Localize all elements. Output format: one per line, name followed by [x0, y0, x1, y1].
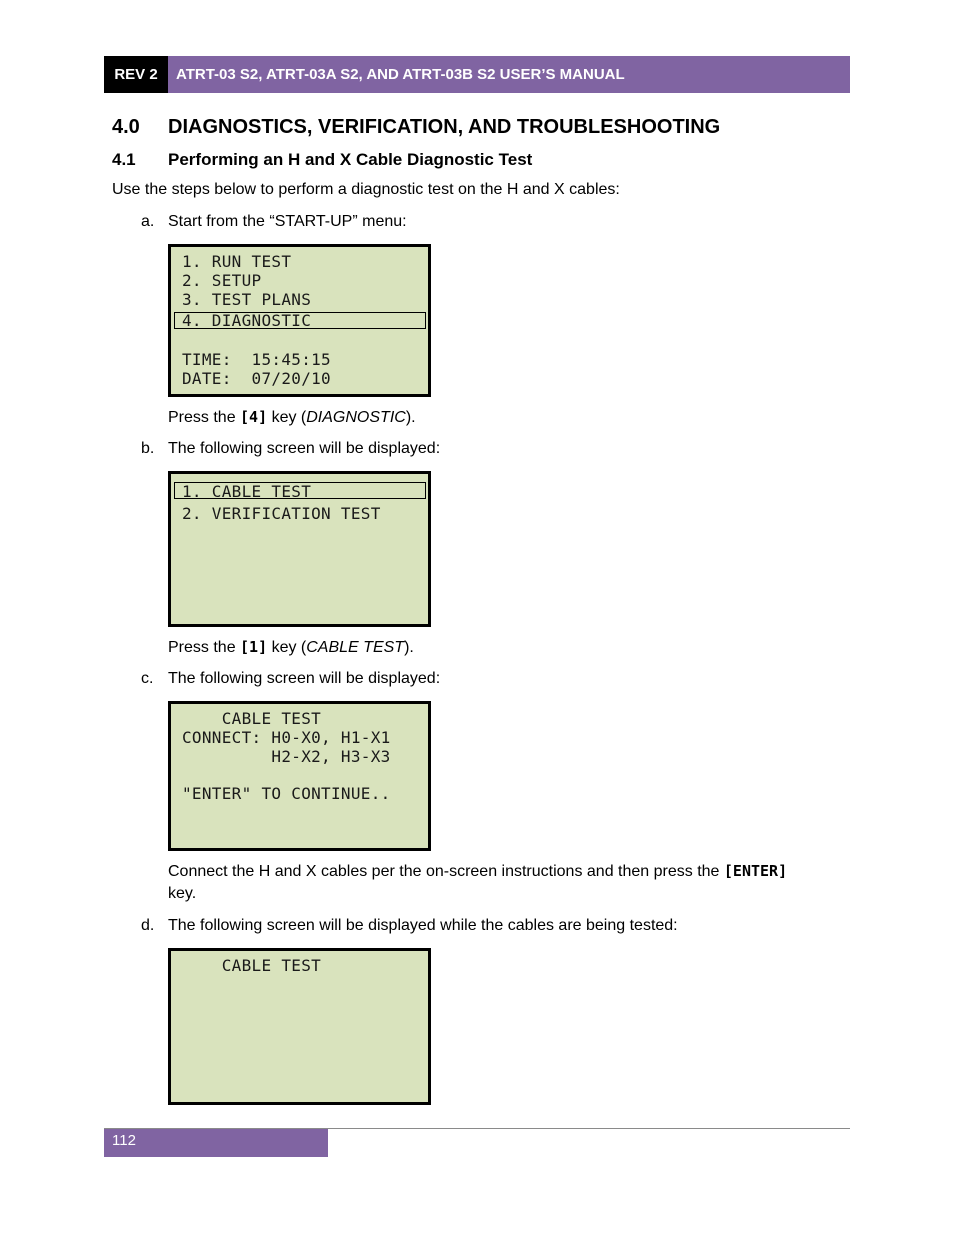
instruction-note — [168, 408, 416, 427]
subsection-title: Performing an H and X Cable Diagnostic Test — [168, 150, 533, 169]
key-4-label: [4] — [240, 408, 268, 426]
note-text: Connect the H and X cables per the on-screen instructions and then press the — [168, 863, 724, 880]
key-1-label: [1] — [240, 638, 268, 656]
manual-title: ATRT-03 S2, ATRT-03A S2, AND ATRT-03B S2 USER’S MANUAL — [176, 66, 625, 83]
section-title: DIAGNOSTICS, VERIFICATION, AND TROUBLESHOOTING — [168, 116, 721, 138]
menu-item-verification-test: 2. VERIFICATION TEST — [182, 504, 381, 523]
time-readout: TIME: 15:45:15 — [182, 350, 331, 369]
note-text: Press the — [168, 639, 241, 656]
screen-title: CABLE TEST — [182, 956, 322, 975]
lcd-screen-cable-test-connect — [168, 701, 431, 851]
subsection-number: 4.1 — [112, 150, 136, 169]
menu-item-cable-test: 1. CABLE TEST — [182, 482, 312, 501]
date-readout: DATE: 07/20/10 — [182, 369, 331, 388]
instruction-note — [168, 638, 414, 657]
note-text: key ( — [267, 409, 307, 426]
intro-text: Use the steps below to perform a diagnostic test on the H and X cables: — [112, 181, 620, 198]
instruction-note — [168, 862, 787, 881]
step-label: a. — [141, 213, 155, 230]
step-label: c. — [141, 670, 154, 687]
lcd-screen-startup — [168, 244, 431, 397]
connect-instruction: CONNECT: H0-X0, H1-X1 — [182, 728, 391, 747]
screen-title: CABLE TEST — [182, 709, 322, 728]
continue-prompt: "ENTER" TO CONTINUE.. — [182, 784, 391, 803]
lcd-screen-cable-test-running — [168, 948, 431, 1105]
key-enter-label: [ENTER] — [723, 862, 788, 880]
step-text: Start from the “START-UP” menu: — [168, 213, 407, 230]
note-text: key ( — [267, 639, 307, 656]
note-text: ). — [405, 409, 416, 426]
revision-label: REV 2 — [104, 56, 168, 93]
lcd-screen-diagnostic — [168, 471, 431, 627]
menu-item-test-plans: 3. TEST PLANS — [182, 290, 312, 309]
note-text: Press the — [168, 409, 241, 426]
step-label: b. — [141, 440, 155, 457]
step-label: d. — [141, 917, 155, 934]
note-text: ). — [404, 639, 414, 656]
menu-item-run-test: 1. RUN TEST — [182, 252, 292, 271]
step-text: The following screen will be displayed while the cables are being tested: — [168, 917, 678, 934]
connect-instruction: H2-X2, H3-X3 — [182, 747, 391, 766]
note-emphasis: DIAGNOSTIC — [306, 409, 406, 426]
menu-item-setup: 2. SETUP — [182, 271, 262, 290]
instruction-note-continued: key. — [168, 885, 197, 902]
step-text: The following screen will be displayed: — [168, 440, 441, 457]
step-text: The following screen will be displayed: — [168, 670, 441, 687]
section-number: 4.0 — [112, 116, 140, 138]
menu-item-diagnostic: 4. DIAGNOSTIC — [182, 311, 312, 330]
header-bar — [104, 56, 850, 93]
note-emphasis: CABLE TEST — [306, 639, 405, 656]
page-number: 112 — [104, 1129, 328, 1157]
